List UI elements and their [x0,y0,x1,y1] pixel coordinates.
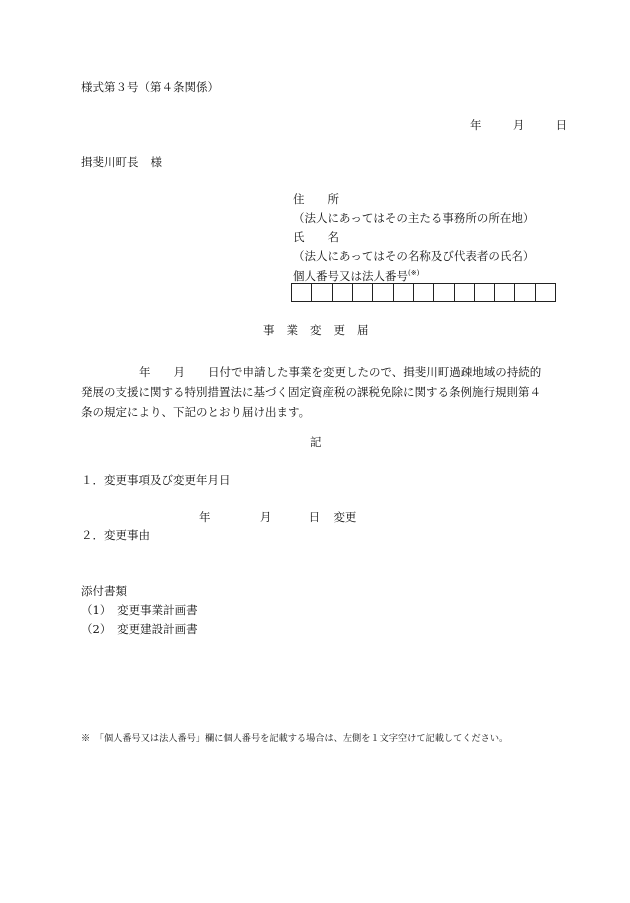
id-number-cell[interactable] [475,284,495,301]
id-number-cell[interactable] [353,284,373,301]
addressee-name: 揖斐川町長 [81,155,139,169]
change-month-label: 月 [259,510,272,524]
item-2-heading: ２．変更事由 [81,528,150,542]
id-number-cell[interactable] [333,284,353,301]
id-number-label-text: 個人番号又は法人番号 [293,268,408,283]
id-number-cell[interactable] [434,284,454,301]
date-month-label: 月 [512,118,525,132]
id-number-label [293,270,419,282]
item-1-heading: １．変更事項及び変更年月日 [81,473,231,487]
address-note: （法人にあってはその主たる事務所の所在地） [293,211,535,225]
footnote: ※ 「個人番号又は法人番号」欄に個人番号を記載する場合は、左側を１文字空けて記載してください。 [81,733,509,744]
id-number-cell[interactable] [414,284,434,301]
body-line-3: 条の規定により、下記のとおり届け出ます。 [81,405,311,419]
address-label: 住 所 [293,192,339,206]
document-title: 事業変更届 [263,323,381,337]
addressee [81,157,162,169]
id-number-cell[interactable] [536,284,555,301]
attachments-title: 添付書類 [81,584,127,598]
ki-heading: 記 [310,435,322,449]
attachment-item: （1） 変更事業計画書 [81,603,198,617]
id-number-cell[interactable] [515,284,535,301]
name-label: 氏 名 [293,230,339,244]
change-suffix: 変更 [333,510,357,524]
change-day-label: 日 [308,510,321,524]
change-year-label: 年 [199,510,211,524]
id-number-cell[interactable] [495,284,515,301]
id-number-cell[interactable] [312,284,332,301]
form-number: 様式第３号（第４条関係） [81,80,219,94]
date-day-label: 日 [555,118,568,132]
id-number-cell[interactable] [292,284,312,301]
id-number-cell[interactable] [394,284,414,301]
body-line-1: 年 月 日付で申請した事業を変更したので、揖斐川町過疎地域の持続的 [139,365,542,379]
date-year-label: 年 [470,118,482,132]
id-number-note-mark: (※) [408,269,420,277]
body-text [81,362,551,422]
attachment-item: （2） 変更建設計画書 [81,622,198,636]
id-number-cell[interactable] [455,284,475,301]
id-number-input-grid[interactable] [291,283,556,302]
change-date-line [199,512,356,524]
submission-date [470,120,567,132]
addressee-honorific: 様 [150,155,162,169]
name-note: （法人にあってはその名称及び代表者の氏名） [293,249,535,263]
body-line-2: 発展の支援に関する特別措置法に基づく固定資産税の課税免除に関する条例施行規則第４ [81,385,541,399]
id-number-cell[interactable] [373,284,393,301]
